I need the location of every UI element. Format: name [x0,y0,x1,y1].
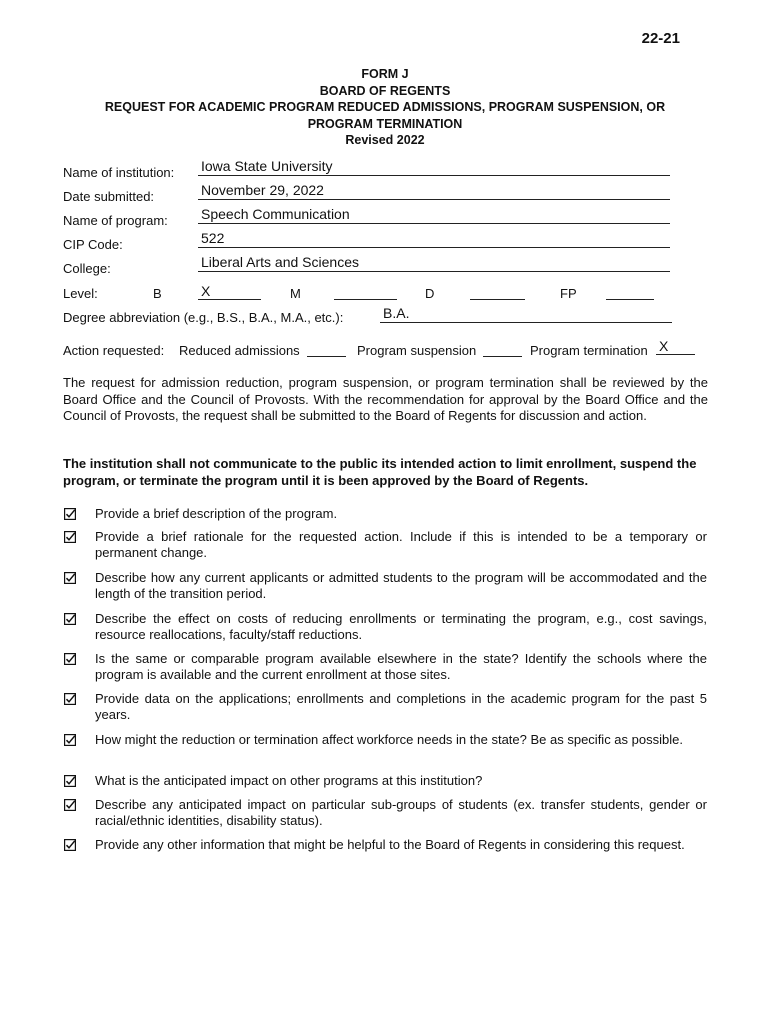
cip-label: CIP Code: [63,237,123,252]
checkbox-icon [64,508,76,520]
checkbox-icon [64,572,76,584]
program-field[interactable]: Speech Communication [198,205,670,224]
intro-paragraph: The request for admission reduction, program suspension, or program termination shall be reviewed by the Board Office and the Council of Provosts. With the recommendation for approval by the Board Office and the Council of Provosts, the request shall be submitted to the Board of Regents for discussion and action. [63,375,708,423]
checklist-item: How might the reduction or termination affect workforce needs in the state? Be as specific as possible. [95,732,683,747]
checklist-item: Provide a brief description of the program. [95,506,338,521]
checkbox-icon [64,613,76,625]
checkbox-icon [64,839,76,851]
request-title-cont: PROGRAM TERMINATION [307,116,463,131]
checkbox-icon [64,799,76,811]
level-fp-label: FP [560,286,577,301]
form-header [0,66,770,149]
checkbox-icon [64,531,76,543]
program-termination-label: Program termination [530,343,648,358]
checkbox-icon [64,734,76,746]
revision-date: Revised 2022 [345,133,425,147]
date-field[interactable]: November 29, 2022 [198,181,670,200]
program-label: Name of program: [63,213,168,228]
level-b-label: B [153,286,162,301]
checklist-item: What is the anticipated impact on other programs at this institution? [95,773,483,788]
institution-label: Name of institution: [63,165,175,180]
level-fp-field[interactable] [606,283,654,300]
form-number: 22-21 [641,30,680,47]
checklist-item: Provide any other information that might be helpful to the Board of Regents in considering this request. [95,837,685,852]
notice-paragraph: The institution shall not communicate to the public its intended action to limit enrollment, suspend the program, or terminate the program until it is been approved by the Board of Regents. [63,456,697,488]
level-m-field[interactable] [334,283,397,300]
checklist-item: Describe how any current applicants or admitted students to the program will be accommodated and the length of the transition period. [95,570,707,601]
reduced-admissions-label: Reduced admissions [179,343,300,358]
level-label: Level: [63,286,98,301]
level-m-label: M [290,286,301,301]
degree-label: Degree abbreviation (e.g., B.S., B.A., M.A., etc.): [63,310,344,325]
checkbox-icon [64,693,76,705]
form-title: FORM J [361,67,409,81]
level-b-field[interactable]: X [198,283,261,300]
checklist-item: Describe any anticipated impact on particular sub-groups of students (ex. transfer students, gender or racial/ethnic identities, disability status). [95,797,707,828]
reduced-admissions-field[interactable] [307,340,346,357]
level-d-field[interactable] [470,283,525,300]
checklist-item: Describe the effect on costs of reducing enrollments or terminating the program, e.g., cost savings, resource reallocations, faculty/staff reductions. [95,611,707,642]
date-label: Date submitted: [63,189,155,204]
action-label: Action requested: [63,343,165,358]
cip-field[interactable]: 522 [198,229,670,248]
program-suspension-label: Program suspension [357,343,477,358]
degree-field[interactable]: B.A. [380,304,672,323]
institution-field[interactable]: Iowa State University [198,157,670,176]
college-label: College: [63,261,111,276]
checkbox-icon [64,653,76,665]
checkbox-icon [64,775,76,787]
program-suspension-field[interactable] [483,340,522,357]
request-title: REQUEST FOR ACADEMIC PROGRAM REDUCED ADMISSIONS, PROGRAM SUSPENSION, OR [104,100,666,114]
checklist-item: Provide a brief rationale for the requested action. Include if this is intended to be a temporary or permanent change. [95,529,707,560]
level-d-label: D [425,286,435,301]
board-title: BOARD OF REGENTS [319,83,451,98]
college-field[interactable]: Liberal Arts and Sciences [198,253,670,272]
program-termination-field[interactable]: X [656,338,695,355]
checklist-item: Is the same or comparable program available elsewhere in the state? Identify the schools where the program is available and the current enrollment at those sites. [95,651,707,682]
checklist-item: Provide data on the applications; enrollments and completions in the academic program for the past 5 years. [95,691,707,722]
